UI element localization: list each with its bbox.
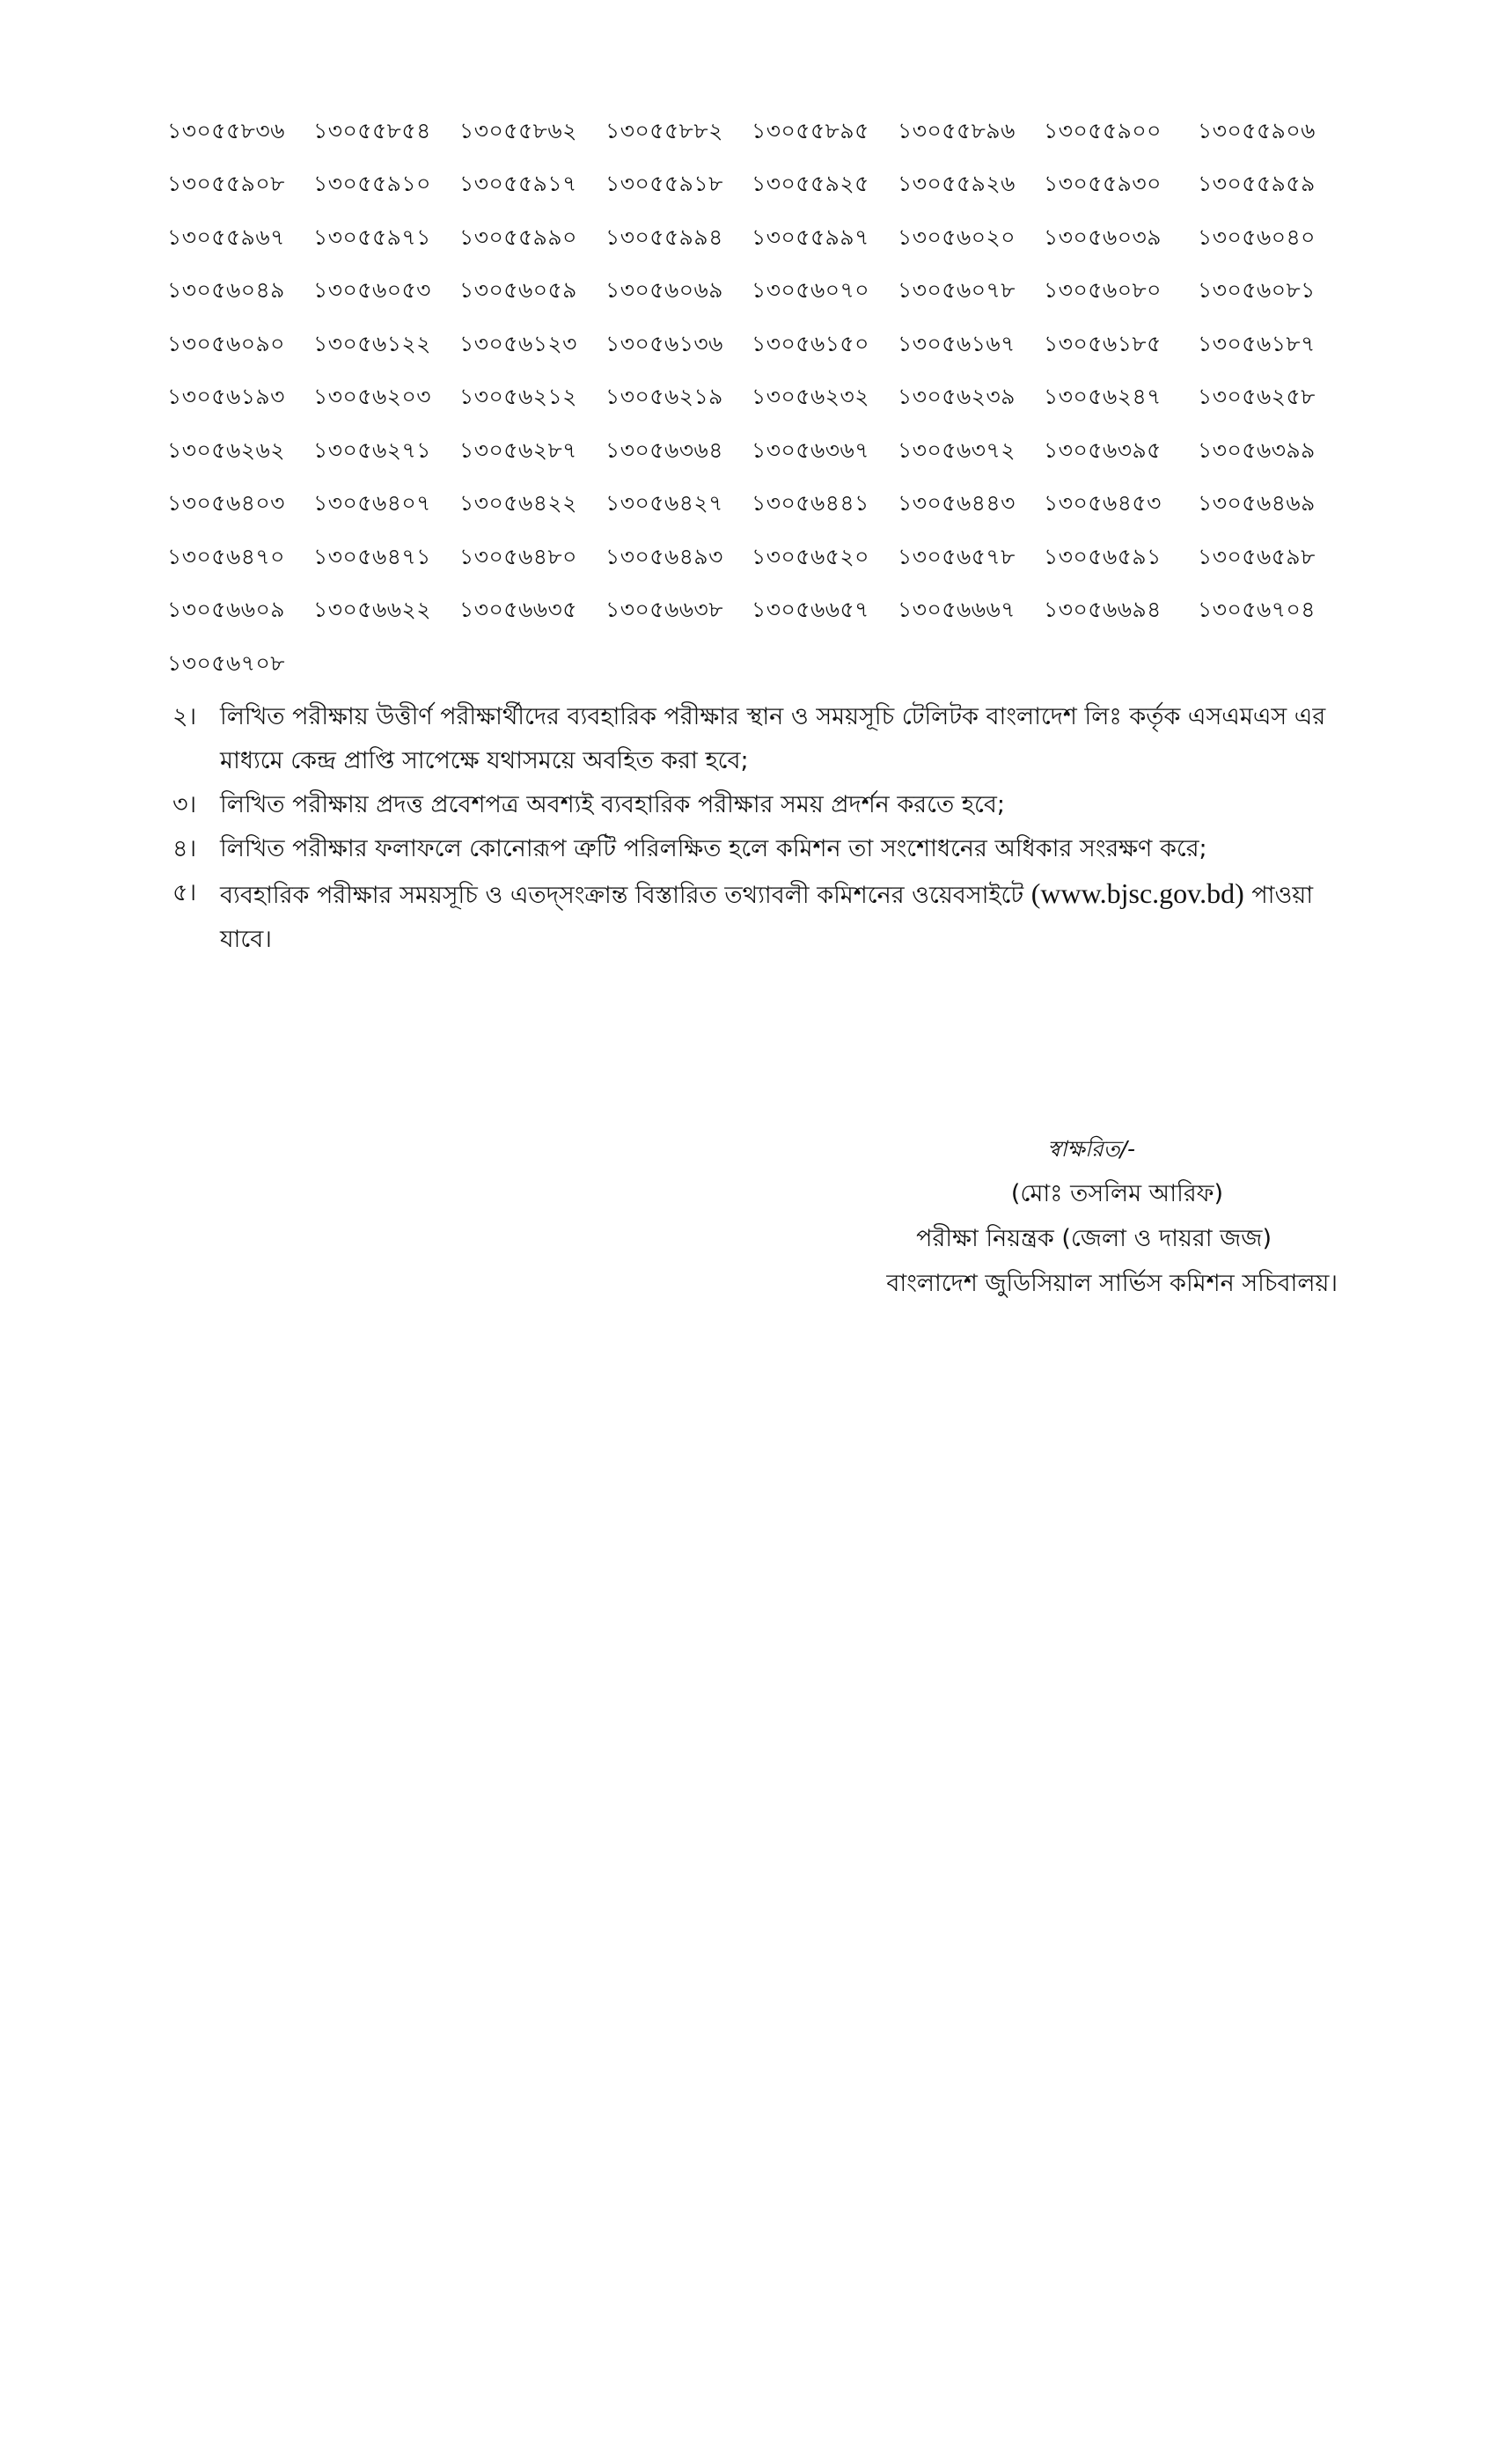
note-text-before: ব্যবহারিক পরীক্ষার সময়সূচি ও এতদ্‌সংক্রান্ত বিস্তারিত তথ্যাবলী কমিশনের ওয়েবসাইটে — [220, 882, 1024, 909]
roll-number: ১৩০৫৬২১৯ — [605, 384, 723, 410]
signed-label: স্বাক্ষরিত/- — [1047, 1136, 1135, 1162]
roll-number: ১৩০৫৬০৫৩ — [313, 277, 431, 304]
roll-number: ১৩০৫৫৮৫৪ — [313, 117, 431, 143]
roll-number: ১৩০৫৫৯৭১ — [313, 224, 431, 250]
roll-number: ১৩০৫৬০৬৯ — [605, 277, 723, 304]
roll-number: ১৩০৫৬৪৭১ — [313, 543, 431, 569]
roll-number: ১৩০৫৬৪৫৩ — [1044, 490, 1162, 517]
roll-number: ১৩০৫৬২৬২ — [167, 436, 285, 463]
note-number: ২। — [172, 703, 197, 730]
roll-number: ১৩০৫৬১৫০ — [752, 330, 869, 356]
roll-number: ১৩০৫৬৪৪৩ — [898, 490, 1016, 517]
roll-number: ১৩০৫৫৯২৬ — [898, 171, 1016, 197]
roll-number: ১৩০৫৬২৩৯ — [898, 384, 1016, 410]
roll-number: ১৩০৫৬২১২ — [459, 384, 577, 410]
roll-number: ১৩০৫৬৬৬৭ — [898, 597, 1016, 623]
roll-number: ১৩০৫৬৬৩৫ — [459, 597, 577, 623]
roll-number: ১৩০৫৬৪৯৩ — [605, 543, 723, 569]
note-number: ৩। — [172, 791, 197, 818]
roll-number: ১৩০৫৬০৮০ — [1044, 277, 1162, 304]
roll-number: ১৩০৫৬৭০৪ — [1198, 597, 1316, 623]
roll-number: ১৩০৫৬০৯০ — [167, 330, 285, 356]
roll-number: ১৩০৫৬১৬৭ — [898, 330, 1016, 356]
roll-number: ১৩০৫৬২৪৭ — [1044, 384, 1162, 410]
note-number: ৪। — [172, 835, 197, 862]
note-number: ৫। — [172, 879, 197, 906]
roll-number: ১৩০৫৫৮৯৫ — [752, 117, 869, 143]
roll-number: ১৩০৫৬০৪৯ — [167, 277, 285, 304]
roll-number: ১৩০৫৫৮৬২ — [459, 117, 577, 143]
roll-number: ১৩০৫৫৯৯৭ — [752, 224, 869, 250]
signatory-name: (মোঃ তসলিম আরিফ) — [1010, 1180, 1223, 1207]
roll-number: ১৩০৫৬৪৪১ — [752, 490, 869, 517]
note-text-after: পাওয়া যাবে। — [220, 882, 1314, 953]
roll-number: ১৩০৫৫৯০৬ — [1198, 117, 1316, 143]
roll-number-table — [167, 104, 1329, 690]
roll-number: ১৩০৫৬৬৯৪ — [1044, 597, 1162, 623]
note-text: লিখিত পরীক্ষায় উত্তীর্ণ পরীক্ষার্থীদের ব্যবহারিক পরীক্ষার স্থান ও সময়সূচি টেলিটক বাংলাদেশ লিঃ কর্তৃক এসএমএস এর মাধ্যমে কেন্দ্র প্রাপ্তি সাপেক্ষে যথাসময়ে অবহিত করা হবে; — [220, 703, 1326, 774]
roll-number: ১৩০৫৫৯০০ — [1044, 117, 1162, 143]
roll-number: ১৩০৫৬৫৯৮ — [1198, 543, 1316, 569]
roll-number: ১৩০৫৫৯১৮ — [605, 171, 723, 197]
signatory-office: বাংলাদেশ জুডিসিয়াল সার্ভিস কমিশন সচিবালয়। — [886, 1270, 1338, 1297]
roll-number: ১৩০৫৬৪৮০ — [459, 543, 577, 569]
roll-number: ১৩০৫৫৯৩০ — [1044, 171, 1162, 197]
roll-number: ১৩০৫৬৬৫৭ — [752, 597, 869, 623]
roll-number: ১৩০৫৬৬০৯ — [167, 597, 285, 623]
roll-number: ১৩০৫৬০২০ — [898, 224, 1016, 250]
signatory-title: পরীক্ষা নিয়ন্ত্রক (জেলা ও দায়রা জজ) — [916, 1225, 1272, 1252]
roll-number: ১৩০৫৬৪৬৯ — [1198, 490, 1316, 517]
roll-number: ১৩০৫৫৯০৮ — [167, 171, 285, 197]
roll-number: ১৩০৫৬৪০৩ — [167, 490, 285, 517]
roll-number: ১৩০৫৬৩৬৪ — [605, 436, 723, 463]
roll-number: ১৩০৫৫৯৯০ — [459, 224, 577, 250]
note-3 — [172, 783, 1343, 827]
note-4 — [172, 827, 1343, 871]
roll-number: ১৩০৫৫৯২৫ — [752, 171, 869, 197]
roll-number: ১৩০৫৬৩৬৭ — [752, 436, 869, 463]
note-text: লিখিত পরীক্ষার ফলাফলে কোনোরূপ ত্রুটি পরিলক্ষিত হলে কমিশন তা সংশোধনের অধিকার সংরক্ষণ করে; — [220, 835, 1207, 862]
roll-number: ১৩০৫৬৬৩৮ — [605, 597, 723, 623]
notes-section — [172, 695, 1343, 962]
note-5 — [172, 871, 1343, 962]
roll-number: ১৩০৫৬১২২ — [313, 330, 431, 356]
roll-number: ১৩০৫৬২৭১ — [313, 436, 431, 463]
roll-number: ১৩০৫৫৯১০ — [313, 171, 431, 197]
roll-number: ১৩০৫৬৪০৭ — [313, 490, 431, 517]
roll-number: ১৩০৫৬০৭৮ — [898, 277, 1016, 304]
roll-number: ১৩০৫৬৫২০ — [752, 543, 869, 569]
roll-number: ১৩০৫৫৯৬৭ — [167, 224, 285, 250]
roll-number: ১৩০৫৬৩৯৯ — [1198, 436, 1316, 463]
website-link[interactable]: (www.bjsc.gov.bd) — [1030, 877, 1244, 909]
roll-number: ১৩০৫৬৬২২ — [313, 597, 431, 623]
roll-number: ১৩০৫৬৪৭০ — [167, 543, 285, 569]
roll-number: ১৩০৫৬২৩২ — [752, 384, 869, 410]
roll-number: ১৩০৫৬৫৯১ — [1044, 543, 1162, 569]
roll-number: ১৩০৫৬১৮৫ — [1044, 330, 1162, 356]
roll-number: ১৩০৫৬১২৩ — [459, 330, 577, 356]
roll-number: ১৩০৫৬৫৭৮ — [898, 543, 1016, 569]
roll-number: ১৩০৫৬৩৯৫ — [1044, 436, 1162, 463]
roll-number: ১৩০৫৬২৮৭ — [459, 436, 577, 463]
roll-number: ১৩০৫৬১৮৭ — [1198, 330, 1316, 356]
roll-number: ১৩০৫৫৮৩৬ — [167, 117, 285, 143]
roll-number: ১৩০৫৫৯৫৯ — [1198, 171, 1316, 197]
roll-number: ১৩০৫৬৪২২ — [459, 490, 577, 517]
roll-number: ১৩০৫৬২৫৮ — [1198, 384, 1316, 410]
roll-number: ১৩০৫৬২০৩ — [313, 384, 431, 410]
roll-number: ১৩০৫৫৯১৭ — [459, 171, 577, 197]
roll-number: ১৩০৫৫৮৯৬ — [898, 117, 1016, 143]
roll-number: ১৩০৫৬৪২৭ — [605, 490, 723, 517]
roll-number: ১৩০৫৬০৮১ — [1198, 277, 1316, 304]
roll-number: ১৩০৫৫৮৮২ — [605, 117, 723, 143]
roll-number: ১৩০৫৬১৯৩ — [167, 384, 285, 410]
roll-number: ১৩০৫৫৯৯৪ — [605, 224, 723, 250]
roll-number: ১৩০৫৬৩৭২ — [898, 436, 1016, 463]
note-text — [220, 871, 1343, 962]
roll-number: ১৩০৫৬০৫৯ — [459, 277, 577, 304]
note-2 — [172, 695, 1343, 783]
roll-number: ১৩০৫৬০৪০ — [1198, 224, 1316, 250]
note-text: লিখিত পরীক্ষায় প্রদত্ত প্রবেশপত্র অবশ্যই ব্যবহারিক পরীক্ষার সময় প্রদর্শন করতে হবে; — [220, 791, 1005, 818]
roll-number: ১৩০৫৬০৭০ — [752, 277, 869, 304]
roll-number: ১৩০৫৬১৩৬ — [605, 330, 723, 356]
signature-block — [792, 1126, 1338, 1306]
roll-number: ১৩০৫৬০৩৯ — [1044, 224, 1162, 250]
roll-number: ১৩০৫৬৭০৮ — [167, 649, 285, 676]
